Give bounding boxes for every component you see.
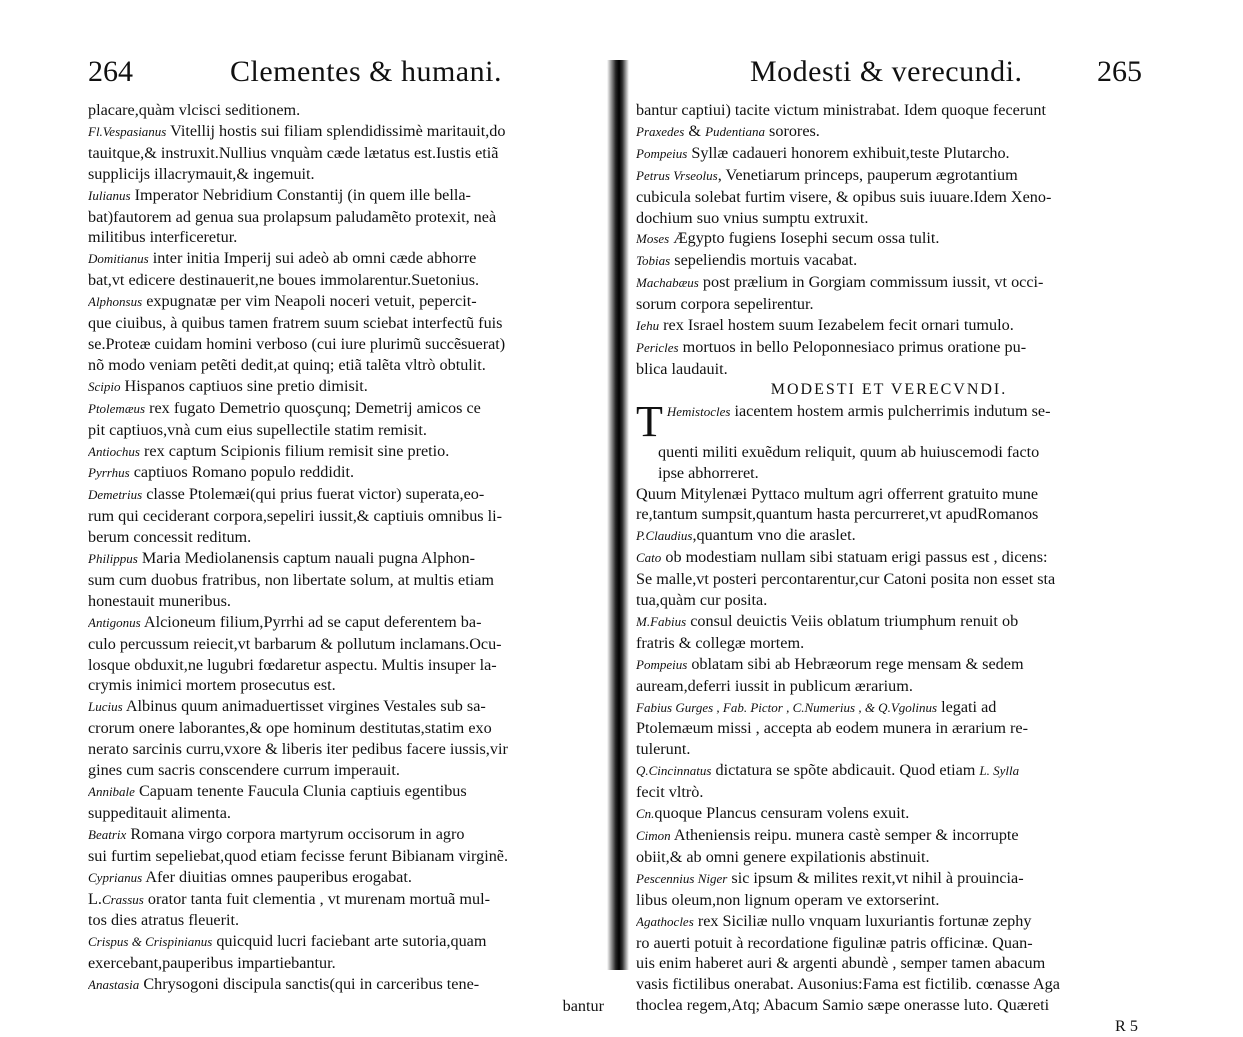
line-text: vasis fictilibus onerabat. Ausonius:Fama est fictilib. cœnasse Aga (636, 975, 1060, 994)
proper-name: Cato (636, 550, 662, 566)
proper-name: Tobias (636, 253, 671, 269)
line-text: obiit,& ab omni genere expilationis abstinuit. (636, 847, 930, 866)
text-line (636, 337, 1142, 359)
line-text: Ptolemæum missi , accepta ab eodem munera in ærarium re- (636, 719, 1028, 738)
line-text: ipse abhorreret. (658, 463, 759, 482)
line-text: thoclea regem,Atq; Abacum Samio sæpe onerasse luto. Quæreti (636, 996, 1050, 1015)
line-text: quicquid lucri faciebant arte sutoria,quam (212, 932, 487, 951)
line-text: rex fugato Demetrio quosçunq; Demetrij amicos ce (145, 398, 481, 417)
line-text: re,tantum sumpsit,quantum hasta percurreret,vt apudRomanos (636, 505, 1039, 524)
line-text: iacentem hostem armis pulcherrimis indutum se- (730, 401, 1051, 420)
text-line (88, 143, 608, 164)
line-text: fecit vltrò. (636, 783, 704, 802)
line-text: nõ modo veniam petẽti dedit,at quinq; etiã talẽta vltrò obtulit. (88, 355, 486, 374)
proper-name: Moses (636, 231, 670, 247)
proper-name: Antiochus (88, 443, 140, 459)
line-text: Alcioneum filium,Pyrrhi ad se caput deferentem ba- (140, 612, 482, 631)
text-line (636, 484, 1142, 505)
line-text: post prælium in Gorgiam commissum iussit, vt occi- (698, 273, 1044, 292)
text-line (88, 910, 608, 931)
proper-name: Pericles (636, 339, 679, 355)
line-text: blica laudauit. (636, 359, 728, 378)
text-line (636, 359, 1142, 380)
proper-name: Philippus (88, 551, 138, 567)
left-page-number: 264 (88, 55, 133, 88)
line-text: placare,quàm vlcisci seditionem. (88, 101, 301, 119)
book-gutter (607, 60, 629, 970)
line-text: losque obduxit,ne lugubri fœdaretur aspectu. Multis insuper la- (88, 655, 497, 674)
text-line (88, 376, 608, 398)
left-page-header (88, 50, 608, 94)
text-line (88, 270, 608, 291)
line-text: oblatam sibi ab Hebræorum rege mensam & sedem (687, 654, 1024, 673)
line-text: uis enim haberet auri & argenti abundè , semper tamen abacum (636, 954, 1046, 973)
line-text: crorum onere laborantes,& ope hominum destitutas,statim exo (88, 719, 492, 738)
line-text: R 5 (1115, 1017, 1138, 1036)
text-line (636, 995, 1142, 1016)
line-text: Romana virgo corpora martyrum occisorum in agro (126, 824, 465, 843)
proper-name: Cimon (636, 828, 671, 843)
line-text: dictatura se spõte abdicauit. Quod etiam (711, 761, 980, 780)
text-line (88, 441, 608, 463)
line-text: crymis inimici mortem prosecutus est. (88, 676, 336, 695)
proper-name: Machabæus (636, 275, 699, 291)
line-text: orator tanta fuit clementia , vt murenam mortuã mul- (143, 889, 490, 908)
text-line (88, 420, 608, 441)
text-line (636, 868, 1142, 890)
text-line (636, 504, 1142, 525)
proper-name: Iulianus (88, 187, 131, 203)
proper-name: Ptolemæus (88, 400, 146, 416)
proper-name: Crassus (101, 891, 144, 907)
text-line (636, 165, 1142, 187)
text-line (88, 718, 608, 739)
proper-name: Domitianus (88, 251, 149, 267)
text-line (636, 697, 1142, 719)
proper-name: Cyprianus (88, 869, 143, 885)
line-text: quoque Plancus censuram volens exuit. (654, 804, 910, 823)
line-text: suppeditauit alimenta. (88, 803, 231, 822)
text-line (636, 825, 1142, 847)
proper-name: Pudentiana (705, 123, 765, 139)
line-text: cubicula solebat furtim visere, & opibus suis iuuare.Idem Xeno- (636, 187, 1052, 206)
text-line (88, 527, 608, 548)
line-text: berum concessit reditum. (88, 528, 252, 547)
text-line (88, 248, 608, 270)
left-page-text (88, 100, 608, 1017)
proper-name: Pescennius Niger (636, 870, 728, 886)
text-line (636, 380, 1142, 401)
text-line (88, 334, 608, 355)
text-line (636, 272, 1142, 294)
right-page-text (636, 100, 1142, 1037)
text-line (88, 185, 608, 207)
text-line (88, 548, 608, 570)
text-line (636, 569, 1142, 590)
text-line (88, 889, 608, 911)
line-text: captiuos Romano populo reddidit. (129, 463, 355, 482)
left-page (88, 50, 608, 1017)
proper-name: Agathocles (636, 913, 694, 929)
text-line (636, 187, 1142, 208)
text-line (88, 612, 608, 634)
line-text: classe Ptolemæi(qui prius fuerat victor) superata,eo- (142, 485, 485, 504)
proper-name: Antigonus (88, 614, 141, 630)
line-text: rex Siciliæ nullo vnquam luxuriantis fortunæ zephy (693, 911, 1032, 930)
left-running-title: Clementes & humani. (230, 55, 502, 88)
line-text: sum cum duobus fratribus, non libertate solum, at multis etiam (88, 570, 494, 589)
text-line (636, 315, 1142, 337)
proper-name: L. Sylla (979, 763, 1020, 779)
text-line (636, 760, 1142, 782)
text-line (636, 718, 1142, 739)
text-line (88, 506, 608, 527)
line-text: exercebant,pauperibus impartiebantur. (88, 954, 336, 973)
line-text: bat)fautorem ad genua sua prolapsum paludamẽto protexit, neà (88, 207, 497, 226)
line-text: ,quantum vno die araslet. (692, 526, 856, 545)
line-text: bantur (562, 997, 604, 1016)
text-line (636, 933, 1142, 954)
text-line (636, 676, 1142, 697)
line-text: mortuos in bello Peloponnesiaco primus oratione pu- (678, 337, 1027, 356)
text-line (636, 208, 1142, 229)
line-text: rum qui ceciderant corpora,sepeliri iussit,& captiuis omnibus li- (88, 507, 503, 526)
text-line (636, 463, 1142, 484)
line-text: sepeliendis mortuis vacabat. (670, 251, 858, 270)
line-text: rex Israel hostem suum Iezabelem fecit ornari tumulo. (659, 316, 1014, 335)
right-running-title: Modesti & verecundi. (750, 55, 1023, 88)
line-text: nerato sarcinis curru,vxore & liberis iter pedibus facere iussis,vir (88, 740, 508, 759)
line-text: sic ipsum & milites rexit,vt nihil à prouincia- (727, 868, 1024, 887)
line-text: quenti militi exuẽdum reliquit, quum ab huiuscemodi facto (658, 442, 1040, 461)
text-line (88, 675, 608, 696)
line-text: consul deuictis Veiis oblatum triumphum renuit ob (686, 611, 1019, 630)
line-text: sorores. (765, 121, 820, 140)
line-text: tulerunt. (636, 740, 691, 759)
line-text: pit captiuos,vnà cum eius supellectile statim remisit. (88, 420, 427, 439)
proper-name: Cn. (636, 806, 655, 822)
proper-name: Praxedes (636, 123, 685, 139)
line-text: Maria Mediolanensis captum nauali pugna Alphon- (137, 549, 476, 568)
proper-name: Hemistocles (666, 403, 731, 419)
text-line (88, 739, 608, 760)
proper-name: M.Fabius (636, 613, 687, 629)
line-text: Chrysogoni discipula sanctis(qui in carceribus tene- (139, 975, 480, 994)
text-line (88, 824, 608, 846)
line-text: tua,quàm cur posita. (636, 591, 768, 610)
text-line (636, 1016, 1142, 1037)
text-line (88, 974, 608, 996)
line-text: bantur captiui) tacite victum ministrabat. Idem quoque fecerunt (636, 101, 1046, 119)
text-line (88, 462, 608, 484)
line-text: honestauit muneribus. (88, 591, 231, 610)
text-line (88, 696, 608, 718)
text-line (636, 633, 1142, 654)
proper-name: Scipio (88, 378, 121, 394)
text-line (88, 996, 608, 1017)
text-line (88, 760, 608, 781)
text-line (636, 401, 1142, 442)
text-line (88, 803, 608, 824)
text-line (88, 655, 608, 676)
text-line (636, 121, 1142, 143)
line-text: dochium suo vnius sumptu extruxit. (636, 208, 869, 227)
line-text: sorum corpora sepelirentur. (636, 295, 814, 314)
text-line (88, 484, 608, 506)
text-line (636, 100, 1142, 121)
text-line (636, 250, 1142, 272)
text-line (88, 313, 608, 334)
line-text: Quum Mitylenæi Pyttaco multum agri offerrent gratuito mune (636, 484, 1039, 503)
line-text: tauitque,& instruxit.Nullius vnquàm cæde lætatus est.Iustis etiã (88, 143, 499, 162)
text-line (88, 227, 608, 248)
text-line (88, 781, 608, 803)
text-line (636, 590, 1142, 611)
text-line (88, 398, 608, 420)
text-line (88, 207, 608, 228)
proper-name: Pompeius (636, 656, 688, 672)
text-line (636, 803, 1142, 825)
text-line (636, 442, 1142, 463)
proper-name: Pompeius (636, 145, 688, 161)
right-page (636, 50, 1142, 1037)
text-line (636, 974, 1142, 995)
text-line (636, 611, 1142, 633)
line-text: bat,vt edicere destinauerit,ne boues immolarentur.Suetonius. (88, 271, 480, 290)
line-text: Ægypto fugiens Iosephi secum ossa tulit. (669, 229, 940, 248)
line-text: Vitellij hostis sui filiam splendidissimè maritauit,do (166, 121, 506, 140)
text-line (88, 100, 608, 121)
line-text: rex captum Scipionis filium remisit sine pretio. (140, 441, 450, 460)
proper-name: Q.Cincinnatus (636, 763, 712, 779)
text-line (88, 867, 608, 889)
text-line (88, 634, 608, 655)
line-text: Hispanos captiuos sine pretio dimisit. (120, 376, 368, 395)
text-line (636, 143, 1142, 165)
line-text: Afer diuitias omnes pauperibus erogabat. (142, 867, 412, 886)
line-text: Se malle,vt posteri percontarentur,cur Catoni posita non esset sta (636, 570, 1056, 589)
line-text: fratris & collegæ mortem. (636, 633, 805, 652)
line-text: libus oleum,non lignum operam ve extorserint. (636, 890, 940, 909)
proper-name: Fabius Gurges , Fab. Pictor , C.Numerius , & Q.Vgolinus (636, 699, 938, 715)
line-text: supplicijs illacrymauit,& ingemuit. (88, 164, 315, 183)
line-text: MODESTI ET VERECVNDI. (770, 380, 1008, 398)
text-line (88, 121, 608, 143)
line-text: inter initia Imperij sui adeò ab omni cæde abhorre (148, 249, 477, 268)
text-line (636, 953, 1142, 974)
text-line (636, 547, 1142, 569)
line-text: ob modestiam nullam sibi statuam erigi passus est , dicens: (661, 548, 1048, 567)
right-page-header (636, 50, 1142, 94)
line-text: auream,deferri iussit in publicum ærarium. (636, 676, 913, 695)
line-text: legati ad (937, 697, 997, 716)
right-page-number: 265 (1097, 55, 1142, 88)
proper-name: Pyrrhus (88, 465, 130, 481)
line-text: expugnatæ per vim Neapoli noceri vetuit, pepercit- (142, 292, 477, 311)
text-line (88, 291, 608, 313)
line-text: culo percussum reiecit,vt barbarum & pollutum inclamans.Ocu- (88, 634, 502, 653)
line-text: Albinus quum animaduertisset virgines Vestales sub sa- (122, 697, 486, 716)
text-line (636, 847, 1142, 868)
proper-name: Annibale (88, 784, 135, 799)
line-text: militibus interficeretur. (88, 228, 238, 247)
proper-name: Lucius (88, 699, 123, 715)
line-text: Capuam tenente Faucula Clunia captiuis egentibus (134, 782, 467, 800)
proper-name: Anastasia (88, 977, 140, 993)
line-text: gines cum sacris conscendere currum imperauit. (88, 761, 400, 780)
text-line (88, 355, 608, 376)
text-line (88, 931, 608, 953)
line-text: Syllæ cadaueri honorem exhibuit,teste Plutarcho. (687, 143, 1010, 162)
line-text: Imperator Nebridium Constantij (in quem ille bella- (130, 185, 471, 204)
line-text: & (684, 121, 706, 140)
proper-name: Fl.Vespasianus (88, 123, 167, 139)
text-line (88, 591, 608, 612)
text-line (88, 164, 608, 185)
text-line (636, 654, 1142, 676)
line-text: Atheniensis reipu. munera castè semper & incorrupte (670, 826, 1019, 844)
line-text: que ciuibus, à quibus tamen fratrem suum sciebat interfectũ fuis (88, 314, 503, 333)
text-line (636, 782, 1142, 803)
proper-name: Iehu (636, 318, 660, 334)
line-text: tos dies atratus fleuerit. (88, 911, 240, 930)
text-line (636, 911, 1142, 933)
text-line (636, 294, 1142, 315)
line-text: ro auerti potuit à recordatione figulinæ patris officinæ. Quan- (636, 933, 1033, 952)
line-text: sui furtim sepeliebat,quod etiam fecisse ferunt Bibianam virginẽ. (88, 846, 509, 865)
proper-name: Demetrius (88, 487, 143, 503)
proper-name: Beatrix (88, 826, 127, 842)
line-text: se.Proteæ cuidam homini verboso (cui iure plurimũ succẽsuerat) (88, 334, 506, 353)
text-line (636, 739, 1142, 760)
proper-name: P.Claudius (636, 528, 693, 544)
line-text: , Venetiarum princeps, pauperum ægrotantium (717, 165, 1018, 184)
text-line (88, 953, 608, 974)
proper-name: Crispus & Crispinianus (88, 934, 213, 950)
text-line (636, 228, 1142, 250)
proper-name: Alphonsus (88, 294, 143, 310)
text-line (88, 570, 608, 591)
proper-name: Petrus Vrseolus (636, 167, 718, 183)
drop-cap: T (636, 400, 663, 442)
text-line (88, 846, 608, 867)
text-line (636, 525, 1142, 547)
text-line (636, 890, 1142, 911)
line-text: L. (88, 889, 102, 908)
